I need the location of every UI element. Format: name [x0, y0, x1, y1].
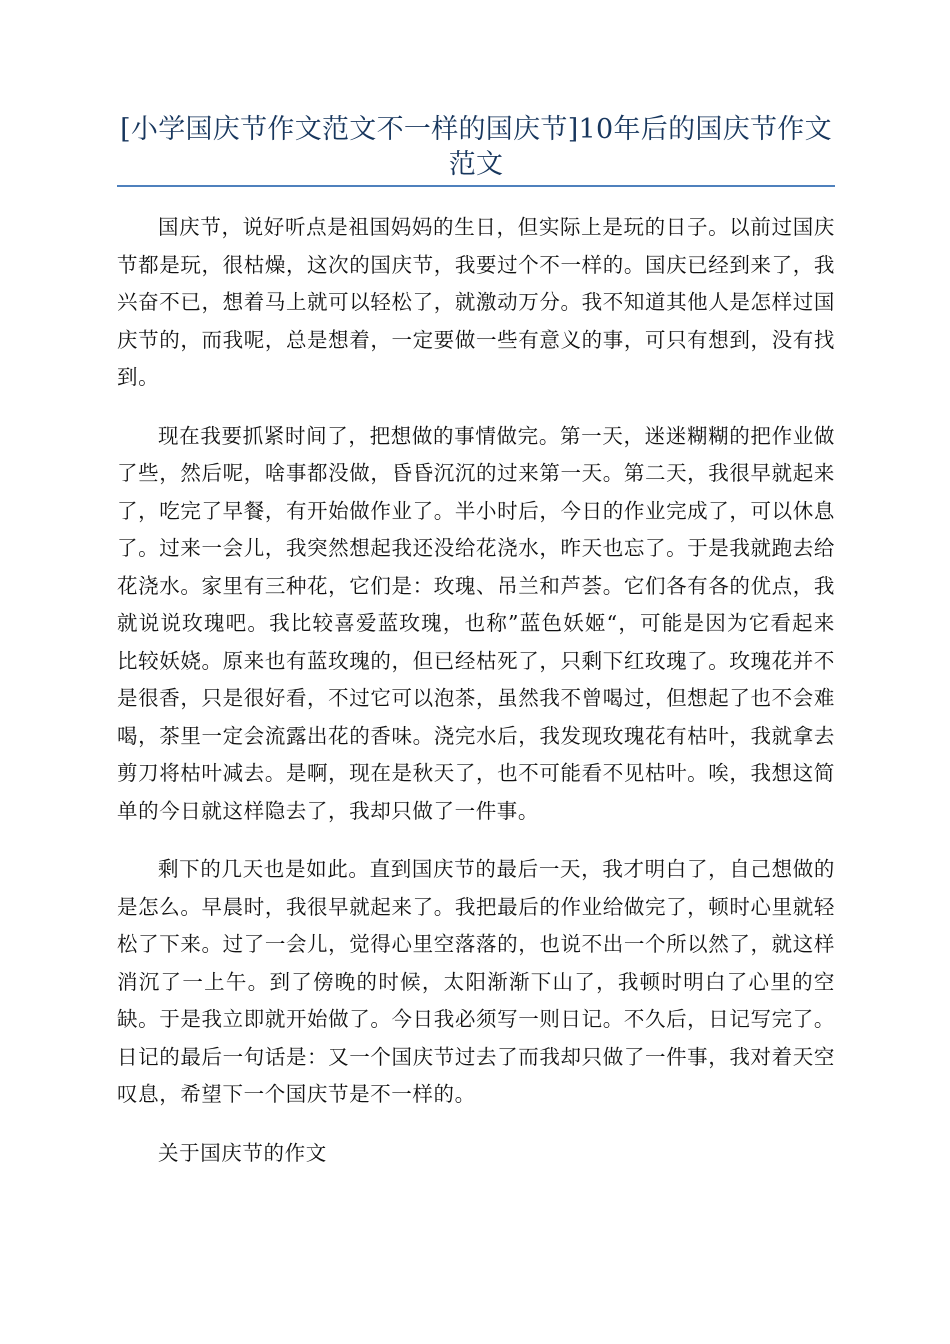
paragraph-2: 现在我要抓紧时间了，把想做的事情做完。第一天，迷迷糊糊的把作业做了些，然后呢，啥事都没做，昏昏沉沉的过来第一天。第二天，我很早就起来了，吃完了早餐，有开始做作业了。半小时后，今日的作业完成了，可以休息了。过来一会儿，我突然想起我还没给花浇水，昨天也忘了。于是我就跑去给花浇水。家里有三种花，它们是：玫瑰、吊兰和芦荟。它们各有各的优点，我就说说玫瑰吧。我比较喜爱蓝玫瑰，也称”蓝色妖姬“，可能是因为它看起来比较妖娆。原来也有蓝玫瑰的，但已经枯死了，只剩下红玫瑰了。玫瑰花并不是很香，只是很好看，不过它可以泡茶，虽然我不曾喝过，但想起了也不会难喝，茶里一定会流露出花的香味。浇完水后，我发现玫瑰花有枯叶，我就拿去剪刀将枯叶减去。是啊，现在是秋天了，也不可能看不见枯叶。唉，我想这简单的今日就这样隐去了，我却只做了一件事。 — [117, 423, 835, 823]
paragraph-4: 关于国庆节的作文 — [158, 1140, 327, 1165]
document-title: [小学国庆节作文范文不一样的国庆节]10年后的国庆节作文范文 — [120, 114, 832, 180]
document-body — [117, 209, 835, 1193]
paragraph-3: 剩下的几天也是如此。直到国庆节的最后一天，我才明白了，自己想做的是怎么。早晨时，我很早就起来了。我把最后的作业给做完了，顿时心里就轻松了下来。过了一会儿，觉得心里空落落的，也说不出一个所以然了，就这样消沉了一上午。到了傍晚的时候，太阳渐渐下山了，我顿时明白了心里的空缺。于是我立即就开始做了。今日我必须写一则日记。不久后，日记写完了。日记的最后一句话是：又一个国庆节过去了而我却只做了一件事，我对着天空叹息，希望下一个国庆节是不一样的。 — [117, 857, 835, 1106]
title-underline — [117, 185, 835, 187]
paragraph-1: 国庆节，说好听点是祖国妈妈的生日，但实际上是玩的日子。以前过国庆节都是玩，很枯燥，这次的国庆节，我要过个不一样的。国庆已经到来了，我兴奋不已，想着马上就可以轻松了，就激动万分。我不知道其他人是怎样过国庆节的，而我呢，总是想着，一定要做一些有意义的事，可只有想到，没有找到。 — [117, 215, 835, 389]
